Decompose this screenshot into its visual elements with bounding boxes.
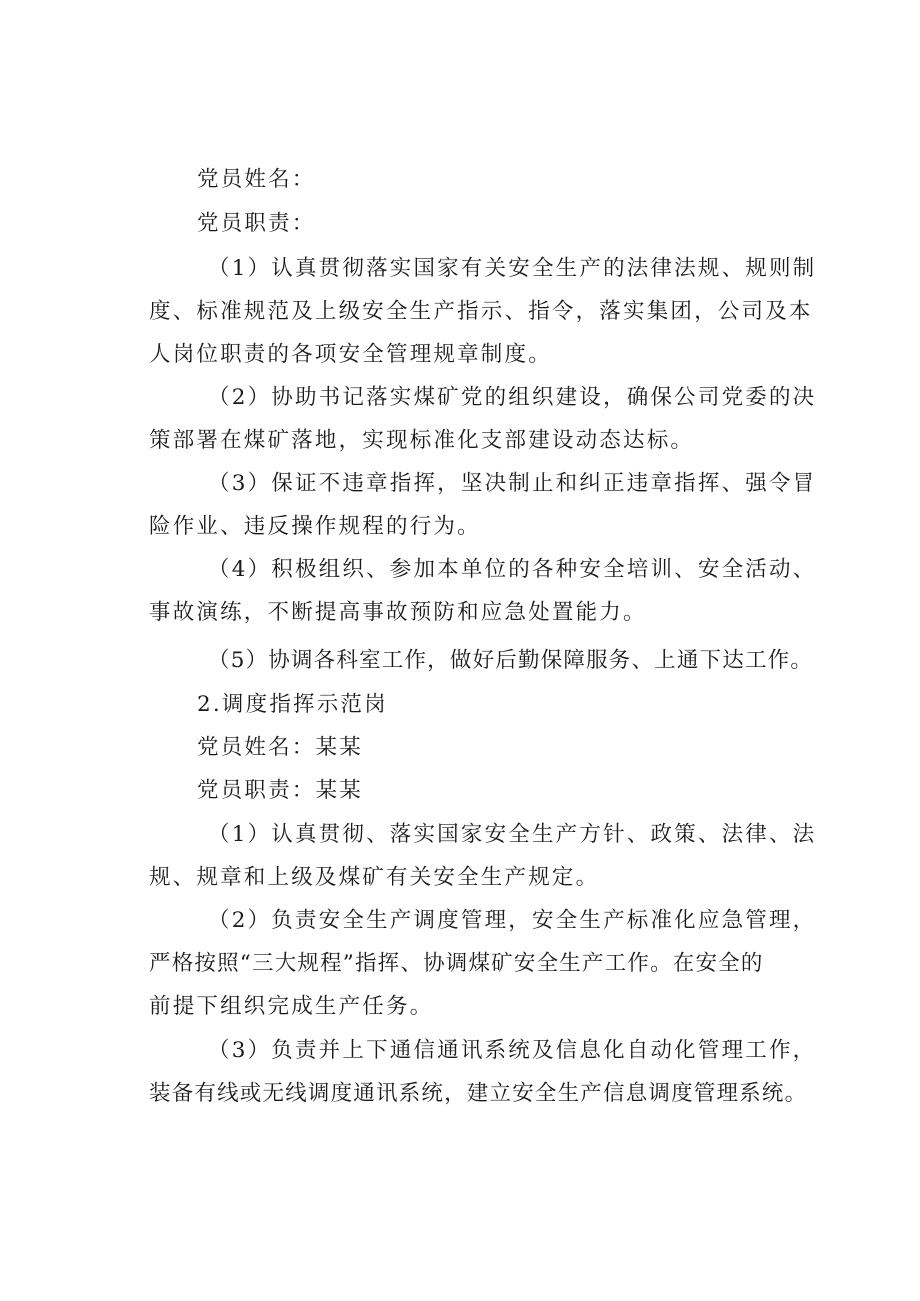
member-duty-line: 党员职责：某某 (197, 778, 363, 803)
duty-item-4-line-2: 事故演练，不断提高事故预防和应急处置能力。 (149, 600, 647, 625)
duty-item-1-line-3: 人岗位职责的各项安全管理规章制度。 (149, 342, 552, 367)
section-2-heading: 2.调度指挥示范岗 (197, 692, 388, 717)
member-name-label: 党员姓名： (197, 167, 316, 192)
duty-item-5-line-1: （5）协调各科室工作，做好后勤保障服务、上通下达工作。 (208, 648, 814, 673)
dispatch-item-2-line-2: 严格按照“三大规程”指挥、协调煤矿安全生产工作。在安全的 (149, 951, 764, 976)
duty-item-4-line-1: （4）积极组织、参加本单位的各种安全培训、安全活动、 (208, 557, 817, 582)
duty-item-2-line-2: 策部署在煤矿落地，实现标准化支部建设动态达标。 (149, 428, 695, 453)
duty-item-2-line-1: （2）协助书记落实煤矿党的组织建设，确保公司党委的决 (208, 385, 817, 410)
dispatch-item-2-line-1: （2）负责安全生产调度管理，安全生产标准化应急管理， (208, 908, 817, 933)
duty-item-1-line-2: 度、标准规范及上级安全生产指示、指令，落实集团，公司及本 (149, 299, 813, 324)
member-name-line: 党员姓名：某某 (197, 735, 363, 760)
dispatch-item-1-line-1: （1）认真贯彻、落实国家安全生产方针、政策、法律、法 (208, 822, 817, 847)
dispatch-item-1-line-2: 规、规章和上级及煤矿有关安全生产规定。 (149, 865, 600, 890)
dispatch-item-3-line-2: 装备有线或无线调度通讯系统，建立安全生产信息调度管理系统。 (149, 1081, 808, 1106)
duty-item-3-line-2: 险作业、违反操作规程的行为。 (149, 514, 481, 539)
dispatch-item-3-line-1: （3）负责并上下通信通讯系统及信息化自动化管理工作， (208, 1038, 817, 1063)
member-duty-label: 党员职责： (197, 211, 316, 236)
dispatch-item-2-line-3: 前提下组织完成生产任务。 (149, 994, 434, 1019)
duty-item-1-line-1: （1）认真贯彻落实国家有关安全生产的法律法规、规则制 (208, 256, 817, 281)
duty-item-3-line-1: （3）保证不违章指挥，坚决制止和纠正违章指挥、强令冒 (208, 471, 817, 496)
